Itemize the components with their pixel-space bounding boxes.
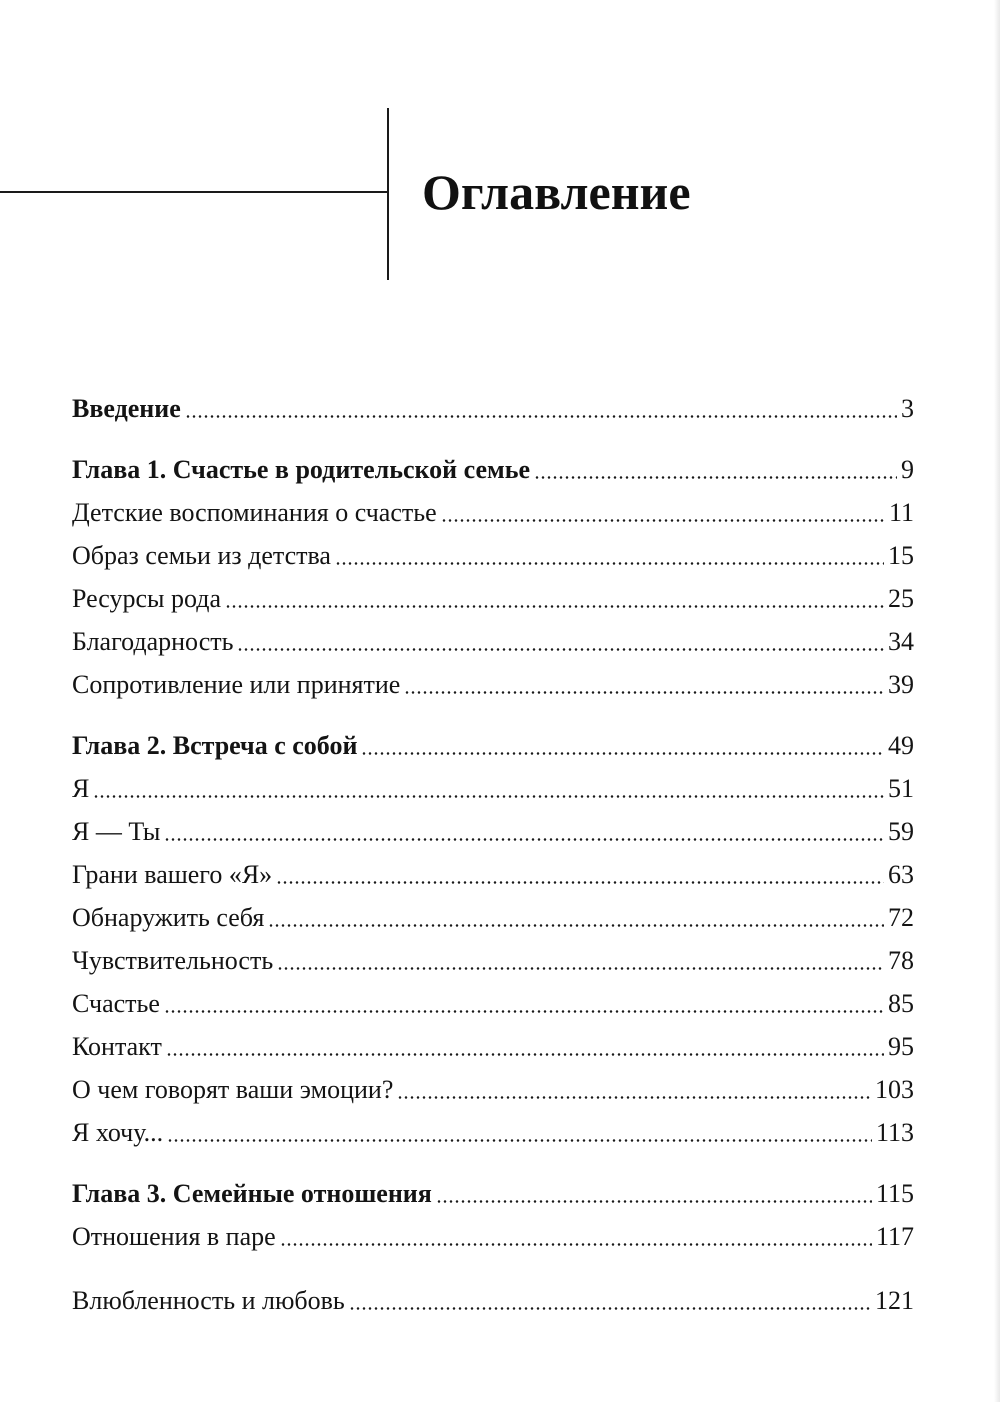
toc-entry[interactable]: [72, 1214, 914, 1257]
toc-entry-label: Я — Ты: [72, 817, 161, 846]
toc-entry-page: 72: [888, 903, 914, 932]
toc-entry-label: Я хочу...: [72, 1118, 164, 1147]
dot-leader: [164, 1010, 884, 1013]
dot-leader: [335, 562, 884, 565]
toc-entry-label: Образ семьи из детства: [72, 541, 331, 570]
title-horizontal-rule: [0, 191, 389, 193]
toc-entry-label: Детские воспоминания о счастье: [72, 498, 437, 527]
toc-entry-label: Ресурсы рода: [72, 584, 222, 613]
toc-entry-chapter-3[interactable]: [72, 1171, 914, 1214]
toc-entry-page: 15: [888, 541, 914, 570]
toc-entry-page: 49: [888, 731, 914, 760]
toc-entry[interactable]: [72, 619, 914, 662]
toc-entry-page: 11: [888, 498, 914, 527]
toc-entry[interactable]: [72, 490, 914, 533]
toc-entry-chapter-1[interactable]: [72, 447, 914, 490]
toc-entry-label: Глава 3. Семейные отношения: [72, 1179, 432, 1208]
toc-entry[interactable]: [72, 1110, 914, 1153]
toc-entry[interactable]: [72, 852, 914, 895]
dot-leader: [441, 519, 885, 522]
toc-entry-label: Глава 2. Встреча с собой: [72, 731, 358, 760]
toc-entry-label: Отношения в паре: [72, 1222, 276, 1251]
page-edge-shadow: [994, 0, 1000, 1402]
dot-leader: [268, 924, 884, 927]
dot-leader: [164, 838, 884, 841]
toc-entry-page: 78: [888, 946, 914, 975]
toc-entry-page: 3: [901, 394, 914, 423]
toc-entry[interactable]: [72, 766, 914, 809]
toc-entry-page: 34: [888, 627, 914, 656]
toc-entry-page: 51: [888, 774, 914, 803]
table-of-contents: [72, 386, 914, 1321]
toc-entry-page: 121: [875, 1286, 914, 1315]
title-vertical-rule: [387, 108, 389, 280]
dot-leader: [185, 415, 897, 418]
dot-leader: [436, 1200, 872, 1203]
toc-entry[interactable]: [72, 1278, 914, 1321]
toc-entry-label: О чем говорят ваши эмоции?: [72, 1075, 394, 1104]
toc-entry-chapter-2[interactable]: [72, 723, 914, 766]
toc-entry[interactable]: [72, 533, 914, 576]
dot-leader: [237, 648, 884, 651]
toc-entry[interactable]: [72, 895, 914, 938]
toc-entry-page: 117: [875, 1222, 914, 1251]
toc-entry-label: Сопротивление или принятие: [72, 670, 401, 699]
toc-entry-page: 59: [888, 817, 914, 846]
toc-entry-label: Грани вашего «Я»: [72, 860, 273, 889]
toc-entry-page: 9: [901, 455, 914, 484]
toc-entry-page: 113: [875, 1118, 914, 1147]
toc-entry-label: Счастье: [72, 989, 160, 1018]
toc-entry-label: Обнаружить себя: [72, 903, 265, 932]
toc-entry-page: 115: [875, 1179, 914, 1208]
dot-leader: [225, 605, 884, 608]
toc-entry[interactable]: [72, 1067, 914, 1110]
dot-leader: [349, 1307, 871, 1310]
page-title: Оглавление: [422, 164, 691, 220]
toc-entry-label: Введение: [72, 394, 181, 423]
toc-entry-label: Чувствительность: [72, 946, 274, 975]
dot-leader: [93, 795, 884, 798]
toc-entry-label: Благодарность: [72, 627, 234, 656]
dot-leader: [534, 476, 897, 479]
toc-entry[interactable]: [72, 981, 914, 1024]
toc-entry-page: 25: [888, 584, 914, 613]
toc-entry-page: 39: [888, 670, 914, 699]
toc-entry[interactable]: [72, 809, 914, 852]
dot-leader: [404, 691, 884, 694]
toc-entry-label: Влюбленность и любовь: [72, 1286, 345, 1315]
dot-leader: [276, 881, 884, 884]
toc-entry-page: 103: [875, 1075, 914, 1104]
dot-leader: [277, 967, 884, 970]
toc-entry[interactable]: [72, 1024, 914, 1067]
toc-entry-page: 85: [888, 989, 914, 1018]
dot-leader: [280, 1243, 872, 1246]
toc-entry-page: 95: [888, 1032, 914, 1061]
dot-leader: [166, 1053, 884, 1056]
toc-entry-page: 63: [888, 860, 914, 889]
toc-entry[interactable]: [72, 576, 914, 619]
toc-entry-label: Глава 1. Счастье в родительской семье: [72, 455, 531, 484]
dot-leader: [397, 1096, 871, 1099]
toc-entry-label: Контакт: [72, 1032, 162, 1061]
toc-entry[interactable]: [72, 662, 914, 705]
toc-entry-label: Я: [72, 774, 90, 803]
toc-entry-introduction[interactable]: [72, 386, 914, 429]
toc-entry[interactable]: [72, 938, 914, 981]
dot-leader: [361, 752, 884, 755]
dot-leader: [167, 1139, 872, 1142]
